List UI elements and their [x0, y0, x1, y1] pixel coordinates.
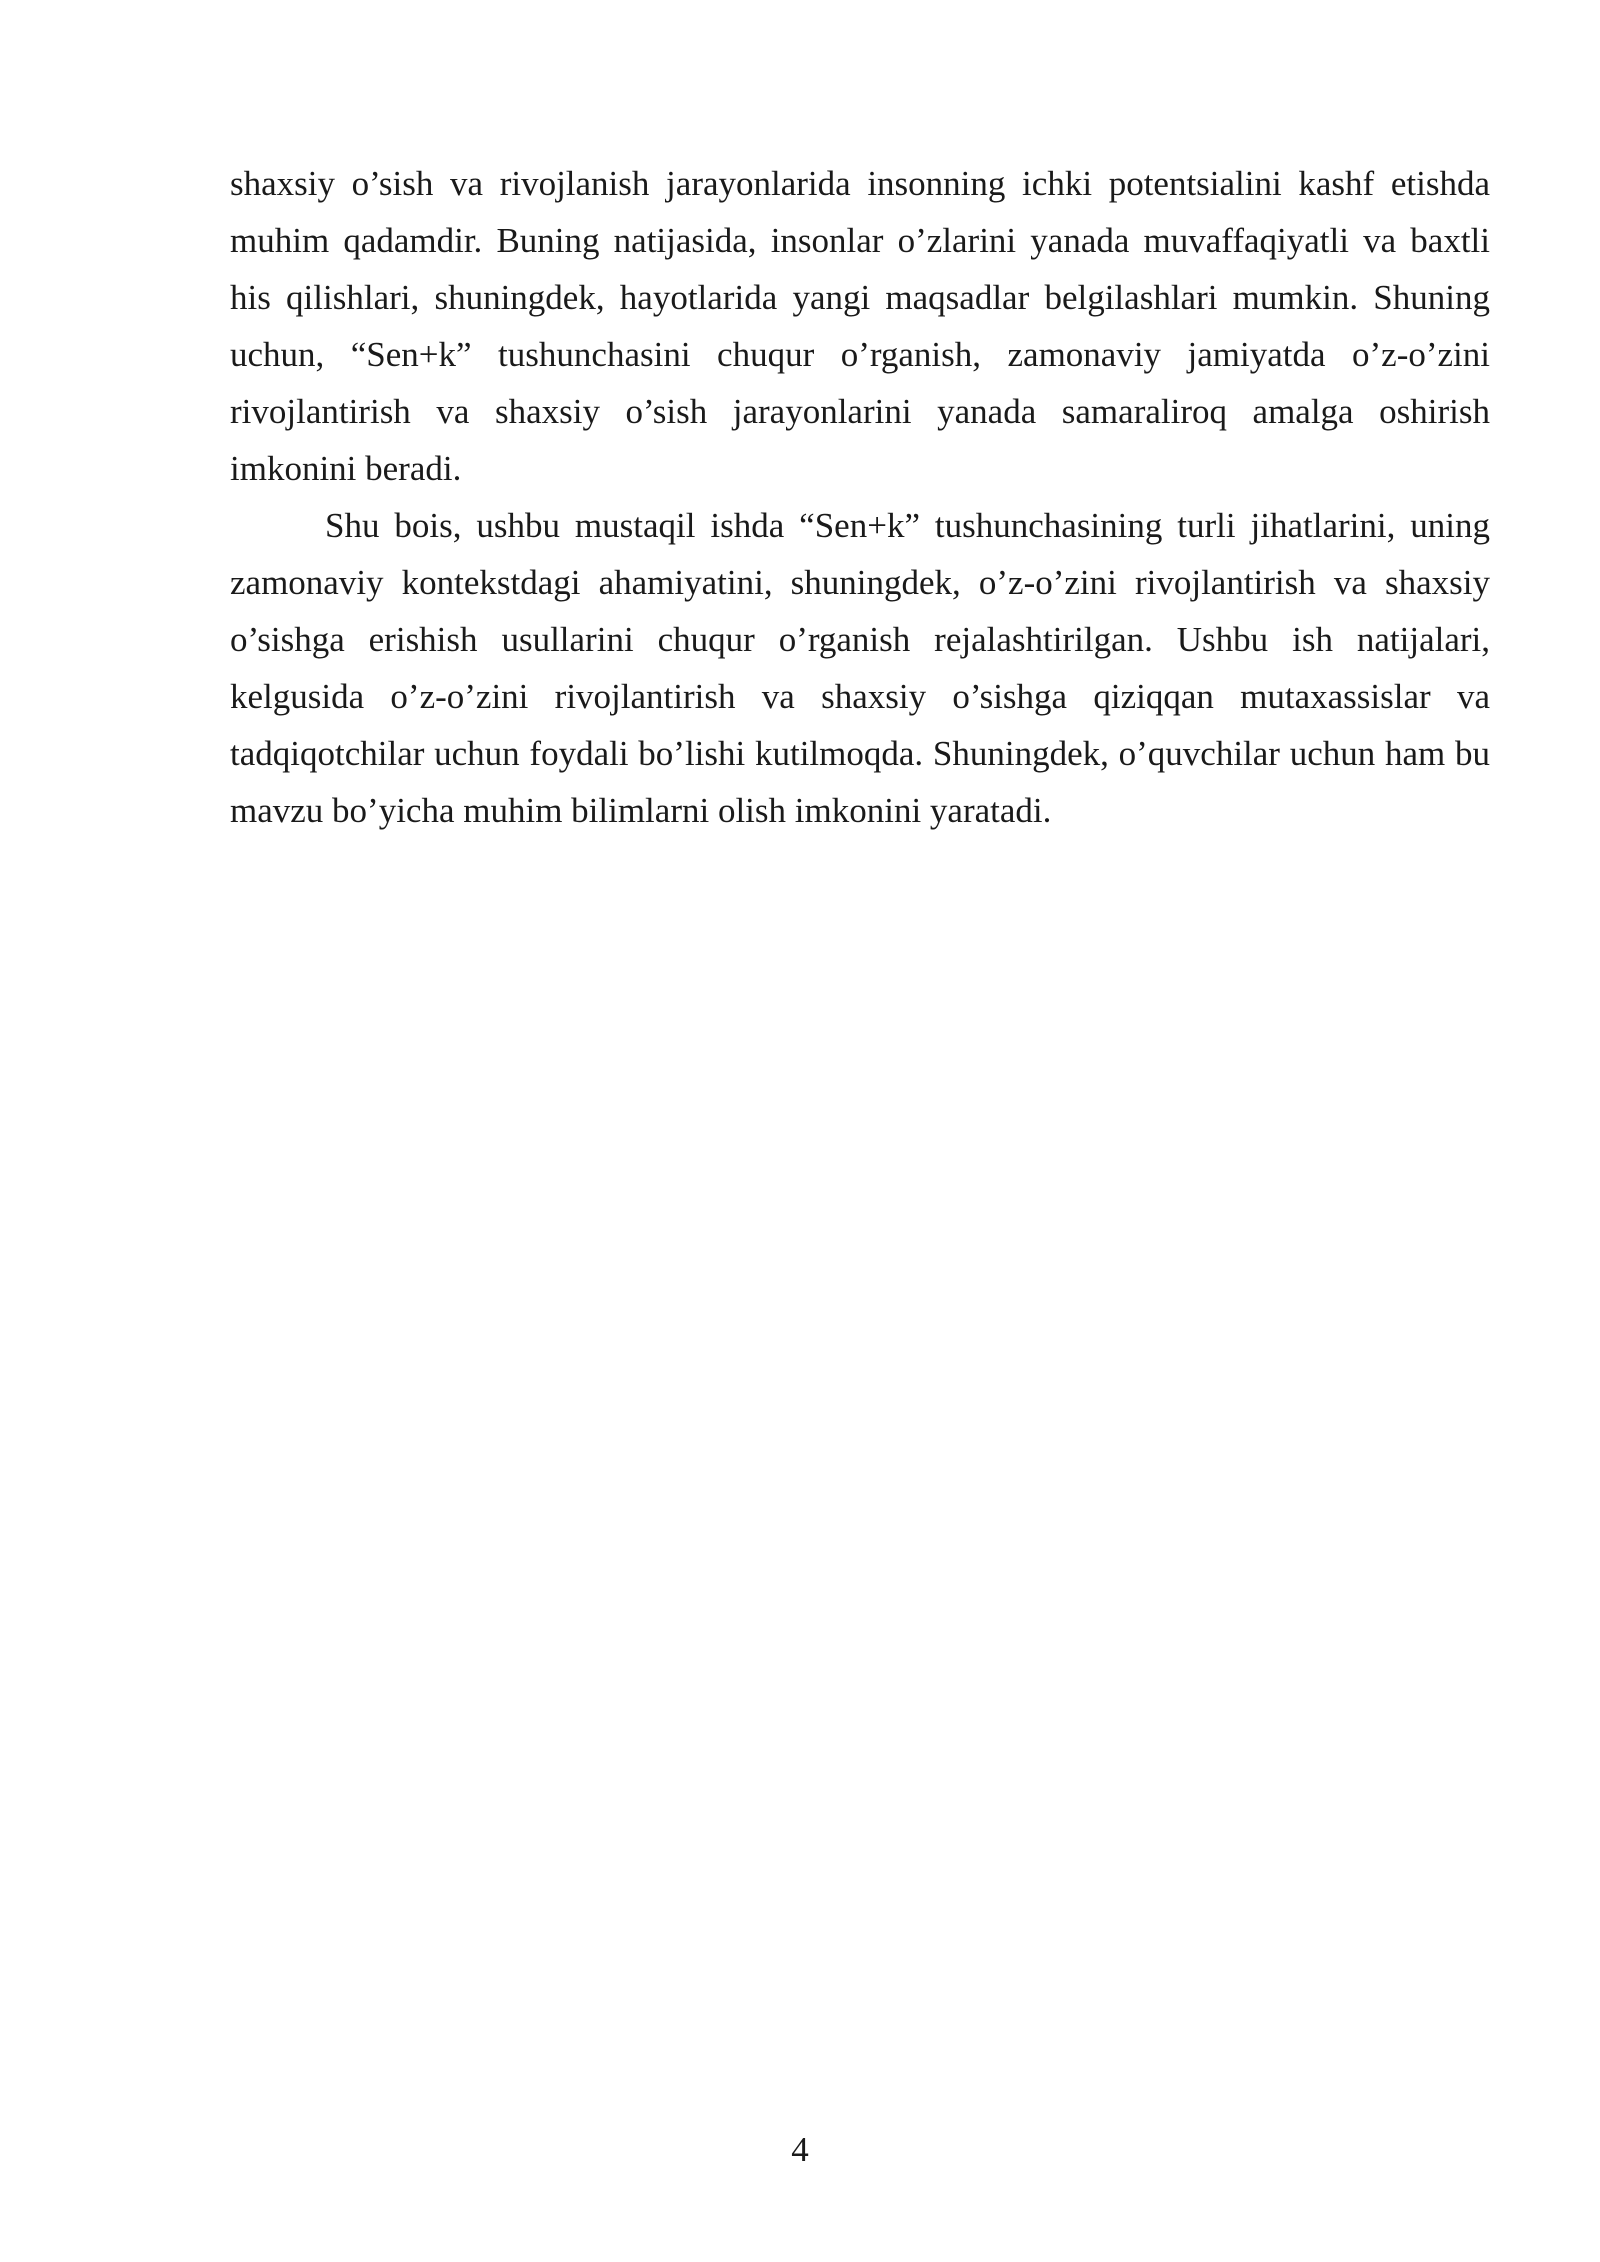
paragraph-continuation: shaxsiy o’sish va rivojlanish jarayonlarida insonning ichki potentsialini kashf etishda muhim qadamdir. Buning natijasida, insonlar o’zlarini yanada muvaffaqiyatli va baxtli his qilishlari, shuningdek, hayotlarida yangi maqsadlar belgilashlari mumkin. Shuning uchun, “Sen+k” tushunchasini chuqur o’rganish, zamonaviy jamiyatda o’z-o’zini rivojlantirish va shaxsiy o’sish jarayonlarini yanada samaraliroq amalga oshirish imkonini beradi.	[230, 164, 1490, 488]
page-body	[230, 155, 1490, 839]
page-number: 4	[791, 2130, 809, 2169]
paragraph-shu-bois: Shu bois, ushbu mustaqil ishda “Sen+k” tushunchasining turli jihatlarini, uning zamonaviy kontekstdagi ahamiyatini, shuningdek, o’z-o’zini rivojlantirish va shaxsiy o’sishga erishish usullarini chuqur o’rganish rejalashtirilgan. Ushbu ish natijalari, kelgusida o’z-o’zini rivojlantirish va shaxsiy o’sishga qiziqqan mutaxassislar va tadqiqotchilar uchun foydali bo’lishi kutilmoqda. Shuningdek, o’quvchilar uchun ham bu mavzu bo’yicha muhim bilimlarni olish imkonini yaratadi.	[230, 506, 1490, 830]
